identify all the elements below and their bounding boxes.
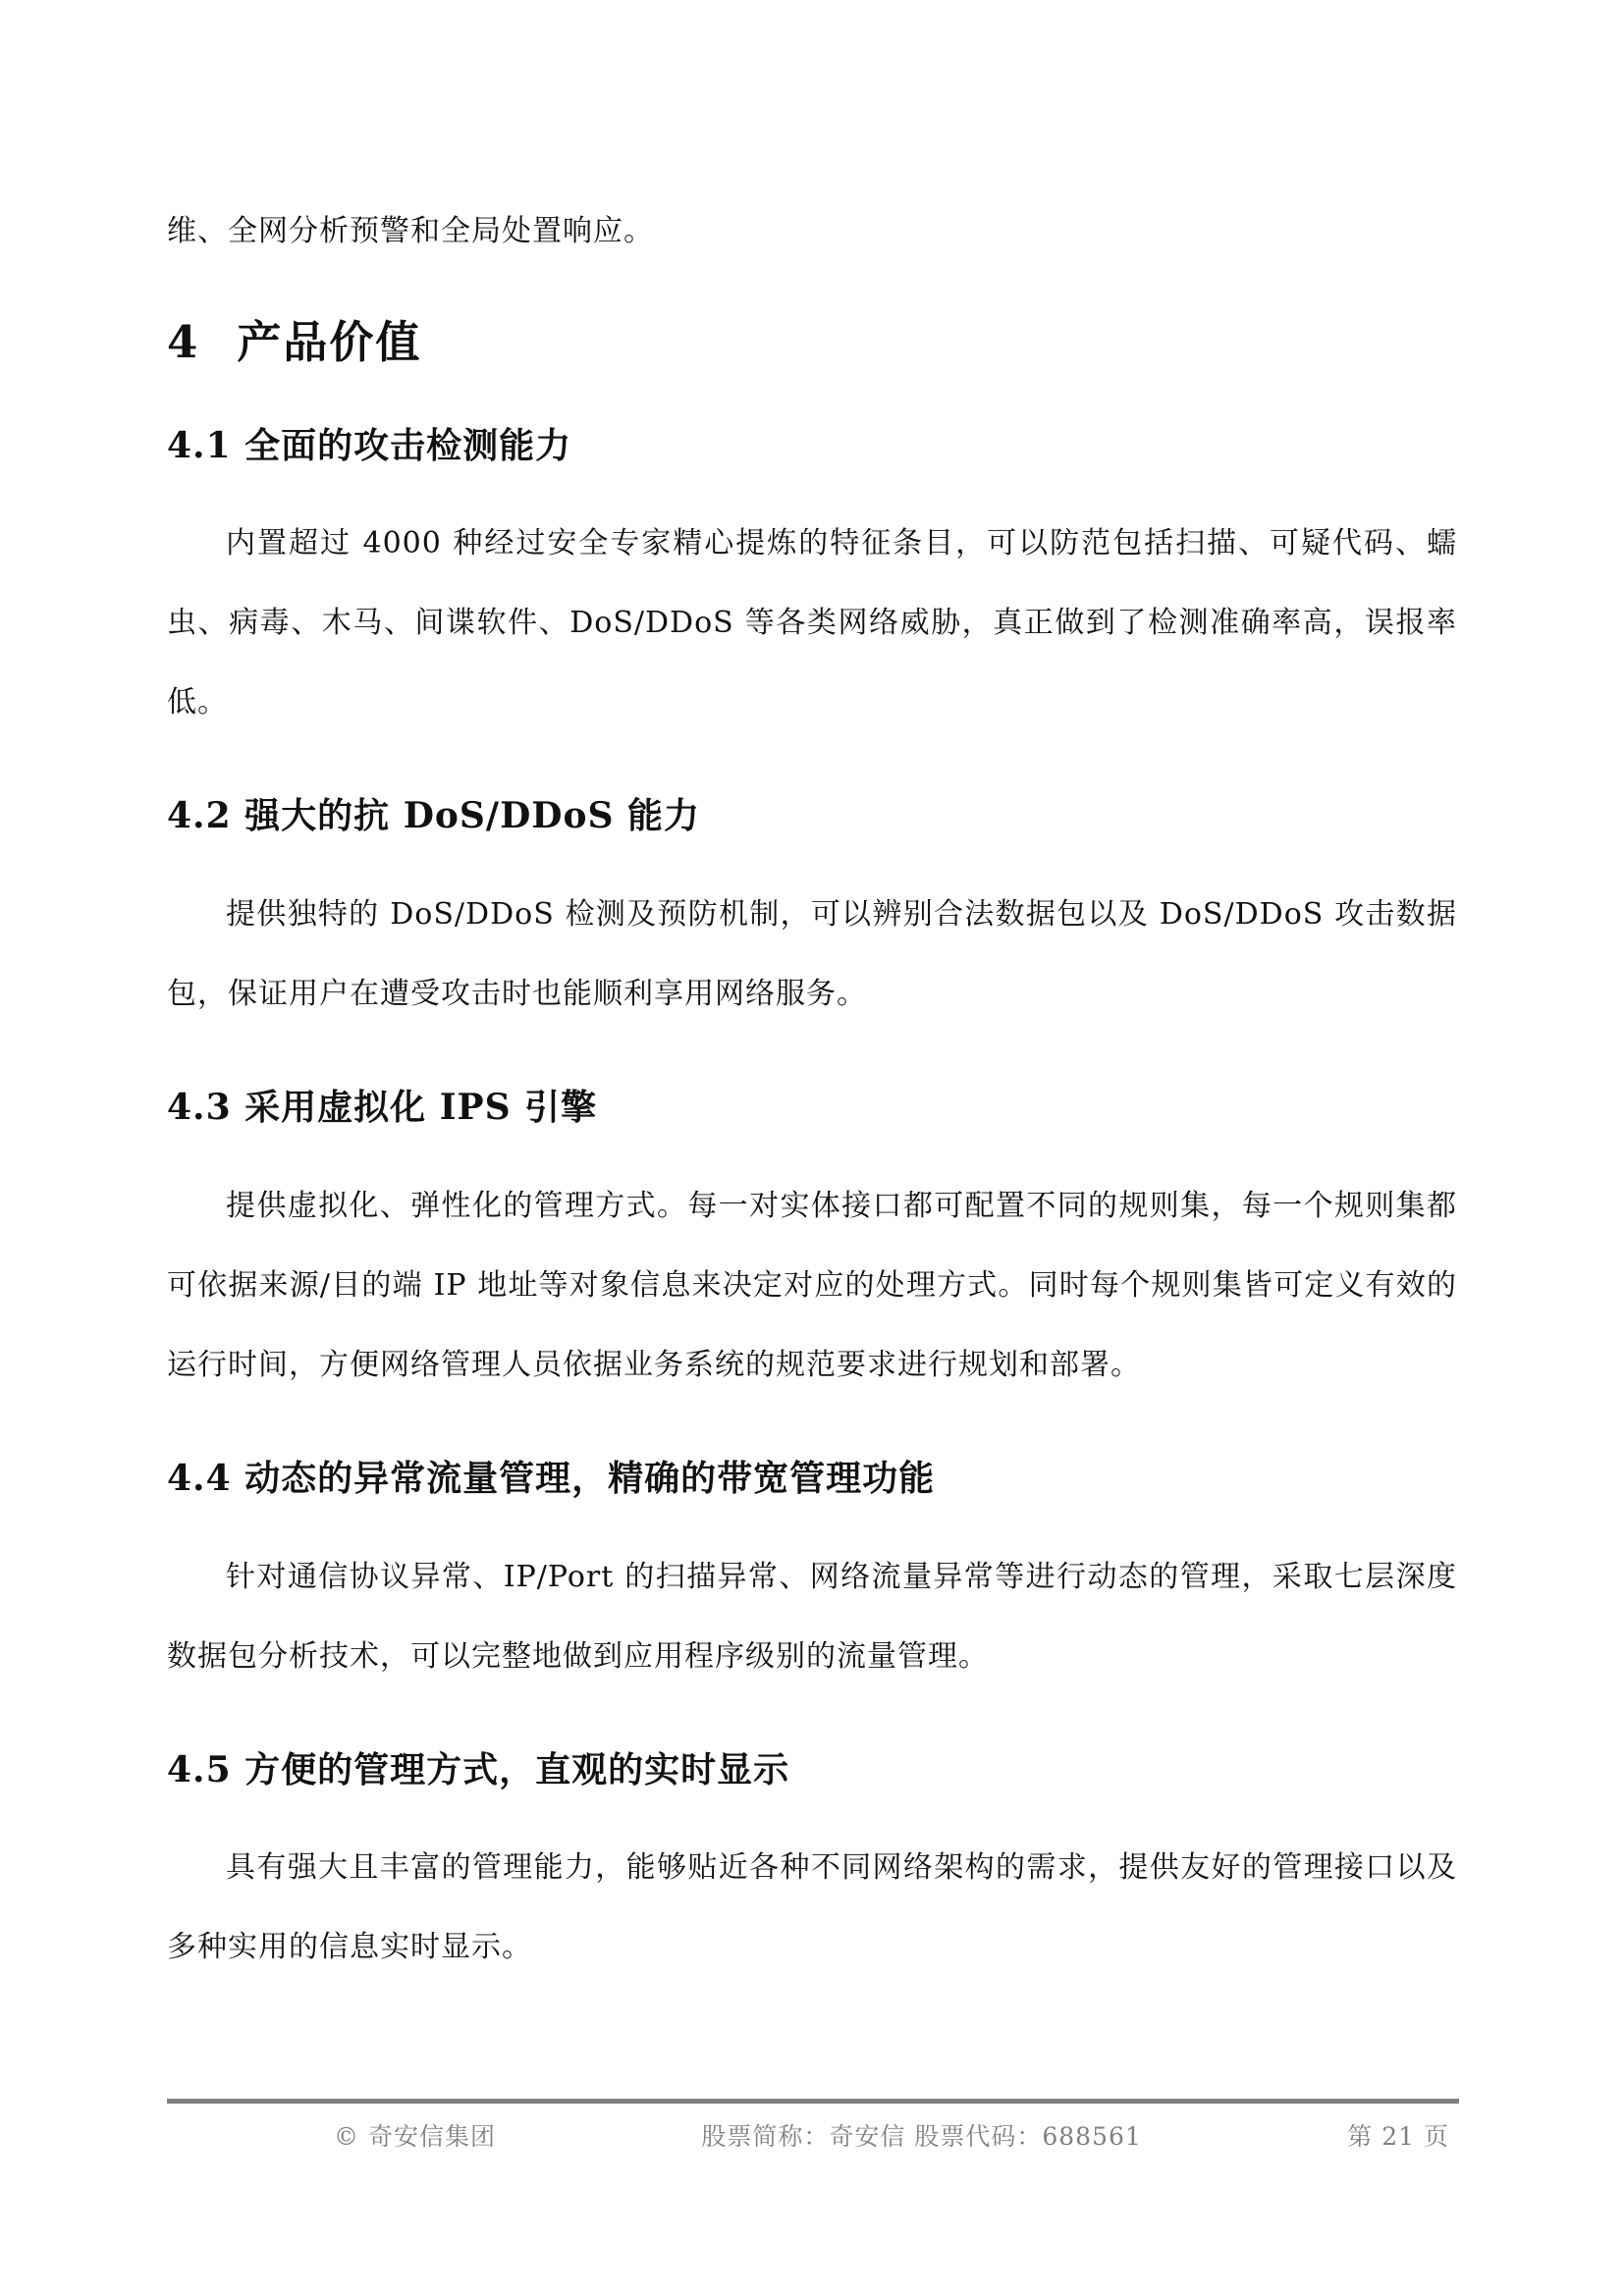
page-footer	[167, 2099, 1459, 2153]
chapter-title: 产品价值	[237, 316, 422, 368]
section-body-4-4: 针对通信协议异常、IP/Port 的扫描异常、网络流量异常等进行动态的管理，采取七层深度数据包分析技术，可以完整地做到应用程序级别的流量管理。	[167, 1559, 1457, 1674]
section-body-4-2: 提供独特的 DoS/DDoS 检测及预防机制，可以辨别合法数据包以及 DoS/DDoS 攻击数据包，保证用户在遭受攻击时也能顺利享用网络服务。	[167, 897, 1457, 1012]
section-heading-4-5: 4.5 方便的管理方式，直观的实时显示	[167, 1748, 790, 1790]
footer-copyright: © 奇安信集团	[334, 2122, 496, 2151]
section-heading-4-3: 4.3 采用虚拟化 IPS 引擎	[167, 1087, 598, 1129]
section-body-4-1: 内置超过 4000 种经过安全专家精心提炼的特征条目，可以防范包括扫描、可疑代码、蠕虫、病毒、木马、间谍软件、DoS/DDoS 等各类网络威胁，真正做到了检测准确率高，误报率低。	[167, 526, 1457, 721]
section-heading-4-2: 4.2 强大的抗 DoS/DDoS 能力	[167, 795, 701, 837]
footer-stock-info: 股票简称：奇安信 股票代码：688561	[701, 2122, 1142, 2151]
section-body-4-3: 提供虚拟化、弹性化的管理方式。每一对实体接口都可配置不同的规则集，每一个规则集都可依据来源/目的端 IP 地址等对象信息来决定对应的处理方式。同时每个规则集皆可定义有效的运行时间，方便网络管理人员依据业务系统的规范要求进行规划和部署。	[167, 1188, 1457, 1382]
section-body-4-5: 具有强大且丰富的管理能力，能够贴近各种不同网络架构的需求，提供友好的管理接口以及多种实用的信息实时显示。	[167, 1850, 1457, 1965]
leading-paragraph: 维、全网分析预警和全局处置响应。	[167, 214, 654, 248]
chapter-number: 4	[167, 316, 200, 368]
footer-page-number: 第 21 页	[1347, 2122, 1449, 2151]
section-heading-4-1: 4.1 全面的攻击检测能力	[167, 424, 572, 466]
chapter-heading	[167, 314, 1457, 372]
section-heading-4-4: 4.4 动态的异常流量管理，精确的带宽管理功能	[167, 1457, 936, 1499]
